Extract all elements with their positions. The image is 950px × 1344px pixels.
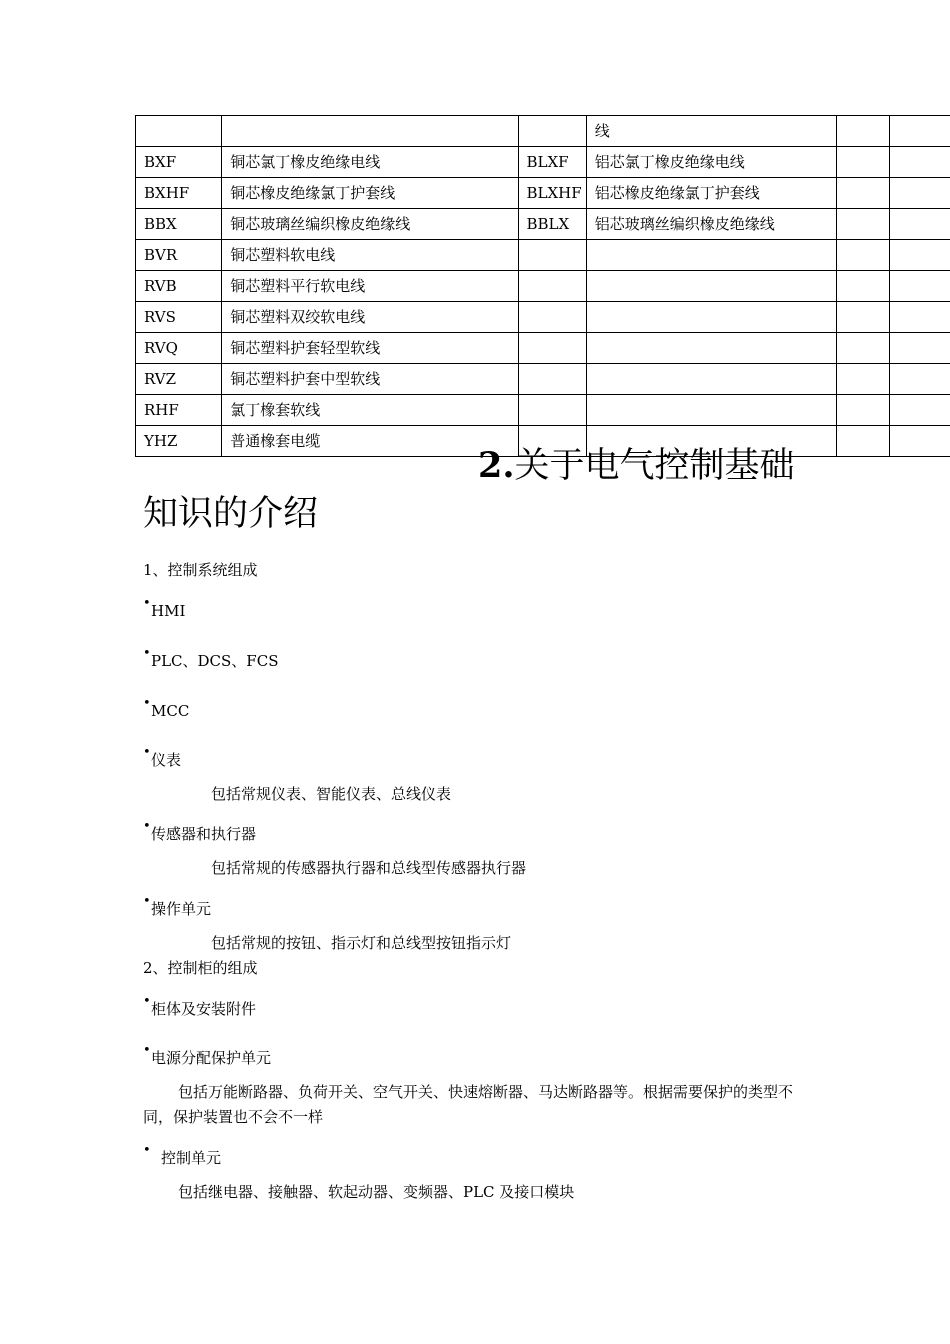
table-cell <box>837 302 890 333</box>
table-cell: BLXF <box>518 147 586 178</box>
table-cell: BBLX <box>518 209 586 240</box>
section1-title: 1、控制系统组成 <box>143 561 258 579</box>
table-cell: 氯丁橡套软线 <box>222 395 518 426</box>
bullet-icon: • <box>143 696 151 711</box>
table-cell: BXHF <box>136 178 222 209</box>
table-body <box>136 116 950 457</box>
table-cell <box>890 302 950 333</box>
table-cell <box>837 209 890 240</box>
table-cell: 线 <box>586 116 836 147</box>
table-cell <box>837 333 890 364</box>
table-cell: 铝芯玻璃丝编织橡皮绝缘线 <box>586 209 836 240</box>
table-cell: 铜芯塑料软电线 <box>222 240 518 271</box>
bullet-icon: • <box>143 1043 151 1058</box>
bullet-icon: • <box>143 745 151 760</box>
section-heading-line2: 知识的介绍 <box>143 494 319 534</box>
table-cell <box>837 240 890 271</box>
table-cell <box>837 271 890 302</box>
table-cell <box>890 333 950 364</box>
power-description: 包括万能断路器、负荷开关、空气开关、快速熔断器、马达断路器等。根据需要保护的类型不同，保护装置也不会不一样 <box>143 1083 794 1126</box>
table-cell: RVQ <box>136 333 222 364</box>
table-cell: RHF <box>136 395 222 426</box>
table-cell: 铜芯氯丁橡皮绝缘电线 <box>222 147 518 178</box>
sensor-description: 包括常规的传感器执行器和总线型传感器执行器 <box>211 859 527 877</box>
table-cell: 铜芯塑料护套中型软线 <box>222 364 518 395</box>
table-cell <box>837 426 890 457</box>
table-cell <box>837 116 890 147</box>
table-cell <box>890 116 950 147</box>
table-cell <box>837 395 890 426</box>
wire-type-table <box>135 115 950 457</box>
table-cell: BXF <box>136 147 222 178</box>
table-row <box>136 271 950 302</box>
table-cell <box>890 240 950 271</box>
table-cell <box>586 364 836 395</box>
bullet-icon: • <box>143 894 151 909</box>
table-cell: RVS <box>136 302 222 333</box>
table-cell <box>518 302 586 333</box>
heading-text-line1: 关于电气控制基础 <box>514 446 795 486</box>
table-cell: 铝芯橡皮绝缘氯丁护套线 <box>586 178 836 209</box>
table-row <box>136 240 950 271</box>
table-row <box>136 116 950 147</box>
op-unit-description: 包括常规的按钮、指示灯和总线型按钮指示灯 <box>211 934 512 952</box>
table-cell <box>837 178 890 209</box>
heading-number: 2. <box>478 445 515 486</box>
bullet-icon: • <box>143 819 151 834</box>
table-row <box>136 333 950 364</box>
bullet-icon: • <box>143 646 151 661</box>
table-cell <box>518 271 586 302</box>
table-cell <box>518 116 586 147</box>
meter-description: 包括常规仪表、智能仪表、总线仪表 <box>211 785 452 803</box>
bullet-icon: • <box>143 1143 151 1158</box>
table-cell: RVB <box>136 271 222 302</box>
table-cell <box>586 240 836 271</box>
table-cell <box>586 395 836 426</box>
table-cell <box>518 364 586 395</box>
table-cell <box>518 240 586 271</box>
table-cell: 铜芯塑料双绞软电线 <box>222 302 518 333</box>
table-cell <box>890 178 950 209</box>
table-cell: BLXHF <box>518 178 586 209</box>
table-cell <box>586 333 836 364</box>
table-cell <box>890 395 950 426</box>
table-cell: BBX <box>136 209 222 240</box>
table-cell <box>837 364 890 395</box>
table-cell <box>222 116 518 147</box>
table-row <box>136 209 950 240</box>
bullet-icon: • <box>143 994 151 1009</box>
section2-title: 2、控制柜的组成 <box>143 959 258 977</box>
table-cell <box>586 302 836 333</box>
table-cell: BVR <box>136 240 222 271</box>
table-row <box>136 395 950 426</box>
table-cell <box>518 395 586 426</box>
table-row <box>136 178 950 209</box>
table-row <box>136 364 950 395</box>
table-cell: 铜芯塑料护套轻型软线 <box>222 333 518 364</box>
table-cell <box>890 209 950 240</box>
section-heading-line1 <box>478 442 795 490</box>
control-description: 包括继电器、接触器、软起动器、变频器、PLC 及接口模块 <box>178 1183 575 1201</box>
table-cell: 普通橡套电缆 <box>222 426 518 457</box>
table-cell <box>890 364 950 395</box>
table-cell <box>890 147 950 178</box>
table-cell <box>837 147 890 178</box>
table-cell: 铜芯玻璃丝编织橡皮绝缘线 <box>222 209 518 240</box>
table-cell: YHZ <box>136 426 222 457</box>
bullet-icon: • <box>143 596 151 611</box>
table-cell: 铜芯塑料平行软电线 <box>222 271 518 302</box>
table-cell: 铝芯氯丁橡皮绝缘电线 <box>586 147 836 178</box>
table-cell: 铜芯橡皮绝缘氯丁护套线 <box>222 178 518 209</box>
table-row <box>136 302 950 333</box>
table-cell <box>890 426 950 457</box>
table-cell <box>518 333 586 364</box>
table-cell <box>136 116 222 147</box>
table-row <box>136 147 950 178</box>
table-cell <box>890 271 950 302</box>
table-cell: RVZ <box>136 364 222 395</box>
table-cell <box>586 271 836 302</box>
